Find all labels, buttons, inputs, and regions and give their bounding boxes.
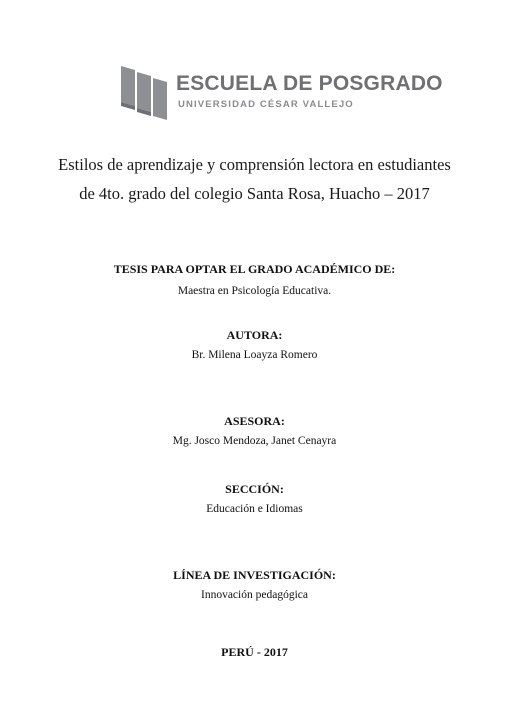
place-year: PERÚ - 2017 xyxy=(221,645,288,659)
university-name: UNIVERSIDAD CÉSAR VALLEJO xyxy=(178,99,354,110)
advisor-heading: ASESORA: xyxy=(224,414,285,428)
author-value: Br. Milena Loayza Romero xyxy=(191,349,318,361)
thesis-title xyxy=(40,150,469,208)
section-heading: SECCIÓN: xyxy=(225,482,284,496)
research-line-value: Innovación pedagógica xyxy=(201,589,308,601)
thesis-title-line-1: Estilos de aprendizaje y comprensión lectora en estudiantes xyxy=(58,155,451,174)
section-value: Educación e Idiomas xyxy=(206,503,303,515)
university-logo xyxy=(121,66,443,122)
author-heading: AUTORA: xyxy=(226,328,283,342)
degree-heading: TESIS PARA OPTAR EL GRADO ACADÉMICO DE: xyxy=(113,262,396,276)
school-name: ESCUELA DE POSGRADO xyxy=(176,72,443,95)
thesis-title-line-2: de 4to. grado del colegio Santa Rosa, Huacho – 2017 xyxy=(79,184,430,203)
research-line-heading: LÍNEA DE INVESTIGACIÓN: xyxy=(173,568,336,582)
ucv-shield-icon xyxy=(121,66,167,120)
degree-value: Maestra en Psicología Educativa. xyxy=(177,285,332,297)
advisor-value: Mg. Josco Mendoza, Janet Cenayra xyxy=(172,435,337,447)
